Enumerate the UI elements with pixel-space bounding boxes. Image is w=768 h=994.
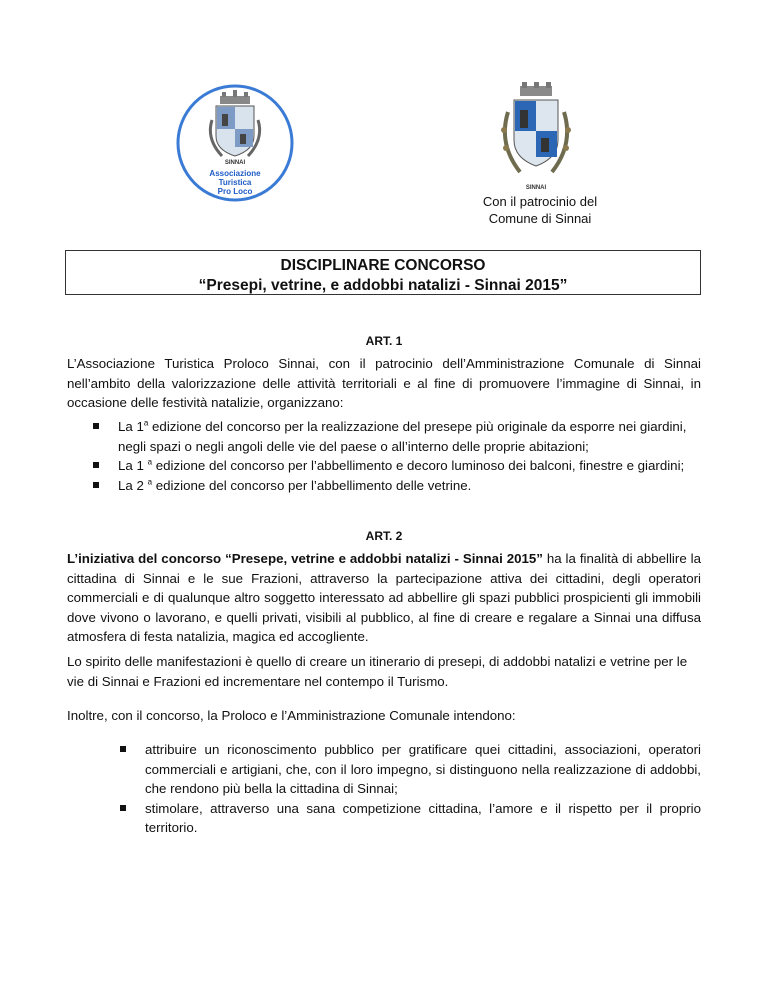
bullet-icon (93, 462, 99, 468)
patronage-note (460, 193, 620, 227)
logo-caption-line-3: Pro Loco (217, 187, 253, 196)
art1-list (118, 417, 701, 495)
item-prefix: La 1 (118, 458, 148, 474)
art1-intro: L’Associazione Turistica Proloco Sinnai, con il patrocinio dell’Amministrazione Comunale di Sinnai nell’ambito della valorizzazione delle attività territoriali e al fine di promuovere l’immagine di Sinnai, in occasione delle festività natalizie, organizzano: (67, 356, 701, 411)
patronage-line-1: Con il patrocinio del (482, 194, 598, 209)
art2-paragraph-1 (67, 549, 701, 647)
logo-caption (176, 169, 294, 196)
bullet-icon (93, 482, 99, 488)
patronage-line-2: Comune di Sinnai (488, 211, 592, 226)
item-prefix: La 1 (118, 419, 144, 434)
item-text: edizione del concorso per l’abbellimento e decoro luminoso dei balconi, finestre e giardini; (152, 458, 685, 474)
document-title-line-2: “Presepi, vetrine, e addobbi natalizi - Sinnai 2015” (198, 277, 568, 294)
item-text: edizione del concorso per l’abbellimento delle vetrine. (152, 477, 472, 493)
document-title-box (65, 250, 701, 295)
item-text: edizione del concorso per la realizzazione del presepe più originale da esporre nei giardini, negli spazi o negli angoli delle vie del paese o all’interno delle proprie abitazioni; (118, 419, 687, 454)
item-superscript: a (143, 418, 149, 428)
logo-caption-line-2: Turistica (218, 178, 252, 187)
art2-paragraph-2: Lo spirito delle manifestazioni è quello di creare un itinerario di presepi, di addobbi natalizi e vetrine per le vie di Sinnai e Frazioni ed incrementare nel contempo il Turismo. (67, 654, 688, 689)
item-superscript: a (147, 457, 153, 467)
logo-banner-text: SINNAI (224, 160, 246, 166)
art2-paragraph-3: Inoltre, con il concorso, la Proloco e l’Amministrazione Comunale intendono: (67, 708, 516, 723)
art1-heading: ART. 1 (365, 334, 403, 348)
pro-loco-logo (176, 84, 294, 202)
crest-banner-text: SINNAI (525, 185, 547, 191)
comune-sinnai-crest-icon (490, 82, 582, 200)
bullet-icon (120, 746, 126, 752)
logo-caption-line-1: Associazione (209, 169, 261, 178)
item-prefix: La 2 (118, 477, 148, 493)
list-item (118, 456, 701, 476)
item-superscript: a (147, 477, 153, 487)
list-item (118, 417, 701, 456)
list-item (145, 740, 701, 799)
art2-list (145, 740, 701, 838)
comune-logo (490, 82, 582, 200)
art2-lead-bold: L’iniziativa del concorso “Presepe, vetrine e addobbi natalizi - Sinnai 2015” (67, 551, 543, 566)
bullet-icon (93, 423, 99, 429)
bullet-icon (120, 805, 126, 811)
document-title-line-1: DISCIPLINARE CONCORSO (280, 257, 486, 274)
list-item (118, 476, 701, 496)
art2-lead-rest: ha la finalità di abbellire la cittadina di Sinnai e le sue Frazioni, attraverso la partecipazione attiva dei cittadini, degli operatori commerciali e di qualunque altro soggetto interessato ad abbellire gli spazi pubblici prospicienti gli immobili dove vivono o lavorano, e quelli privati, visibili al pubblico, al fine di creare e regalare a Sinnai una diffusa atmosfera di festa natalizia, magica ed accogliente. (67, 551, 701, 645)
art2-heading: ART. 2 (365, 529, 403, 543)
list-item (145, 799, 701, 838)
item-text: attribuire un riconoscimento pubblico per gratificare quei cittadini, associazioni, operatori commerciali e artigiani, che, con il loro impegno, si distinguono nella realizzazione di addobbi, che rendono più bella la cittadina di Sinnai; (145, 742, 701, 797)
item-text: stimolare, attraverso una sana competizione cittadina, l’amore e il rispetto per il proprio territorio. (145, 800, 701, 836)
